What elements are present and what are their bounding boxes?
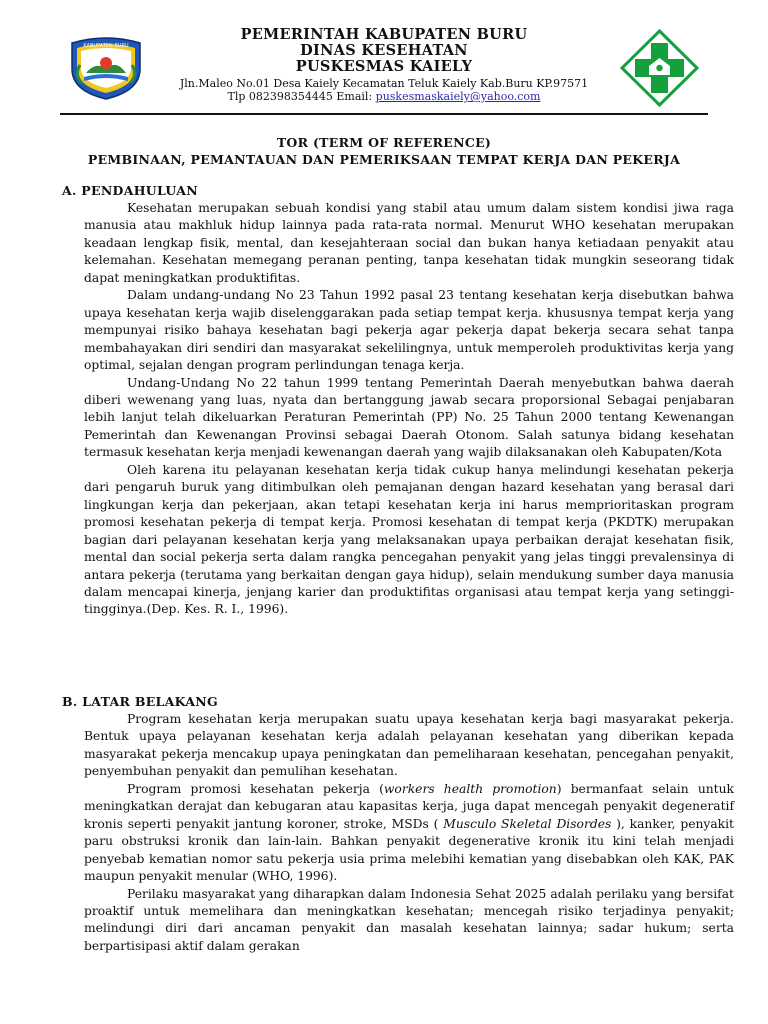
letterhead-address: Jln.Maleo No.01 Desa Kaiely Kecamatan Teluk Kaiely Kab.Buru KP.97571 xyxy=(179,77,589,90)
section-a-paragraph-2: Dalam undang-undang No 23 Tahun 1992 pasal 23 tentang kesehatan kerja disebutkan bahwa upaya kesehatan kerja wajib diselenggarakan pada setiap tempat kerja. khususnya tempat kerja yang mempunyai risiko bahaya kesehatan bagi pekerja agar pekerja dapat bekerja secara sehat tanpa membahayakan diri sendiri dan masyarakat sekelilingnya, untuk memperoleh produktivitas kerja yang optimal, sejalan dengan program perlindungan tenaga kerja. xyxy=(84,288,734,373)
kabupaten-buru-emblem-icon xyxy=(66,35,146,101)
italic-term: Musculo Skeletal Disordes xyxy=(443,816,612,831)
puskesmas-cross-logo-icon xyxy=(620,29,699,107)
section-b-paragraph-3: Perilaku masyarakat yang diharapkan dalam Indonesia Sehat 2025 adalah perilaku yang bersifat proaktif untuk memelihara dan meningkatkan kesehatan; mencegah risiko terjadinya penyakit; melindungi diri dari ancaman penyakit dan masalah kesehatan lainnya; sadar hukum; serta berpartisipasi aktif dalam gerakan xyxy=(84,886,734,953)
letterhead-divider xyxy=(60,113,708,115)
italic-term: workers health promotion xyxy=(383,781,557,796)
letterhead-text xyxy=(150,27,618,103)
letterhead-line-3: PUSKESMAS KAIELY xyxy=(295,58,473,75)
section-a-paragraph-3: Undang-Undang No 22 tahun 1999 tentang Pemerintah Daerah menyebutkan bahwa daerah diberi wewenang yang luas, nyata dan bertanggung jawab secara proporsional Sebagai penjabaran lebih lanjut telah dikeluarkan Peraturan Pemerintah (PP) No. 25 Tahun 2000 tentang Kewenangan Pemerintah dan Kewenangan Provinsi sebagai Daerah Otonom. Salah satunya bidang kesehatan termasuk kesehatan kerja menjadi kewenangan daerah yang wajib dilaksanakan oleh Kabupaten/Kota xyxy=(84,375,734,460)
text-run: Program promosi kesehatan pekerja ( xyxy=(127,781,384,796)
section-a-body xyxy=(84,200,734,619)
document-subtitle: PEMBINAAN, PEMANTAUAN DAN PEMERIKSAAN TEMPAT KERJA DAN PEKERJA xyxy=(87,152,681,167)
letterhead-contact xyxy=(150,90,618,103)
section-b-paragraph-2 xyxy=(84,781,734,886)
section-a-heading: A. PENDAHULUAN xyxy=(62,183,198,198)
section-b-heading: B. LATAR BELAKANG xyxy=(62,694,218,709)
letterhead-line-2: DINAS KESEHATAN xyxy=(300,42,468,59)
letterhead-line-1: PEMERINTAH KABUPATEN BURU xyxy=(240,26,528,43)
text-run: ) bermanfaat selain untuk meningkatkan derajat dan kebugaran atau kapasitas kerja, juga dapat mencegah penyakit degeneratif kronis seperti penyakit jantung koroner, stroke, MSDs ( xyxy=(84,781,734,831)
emblem-text: KABUPATEN BURU xyxy=(83,43,129,49)
letterhead xyxy=(0,0,768,115)
section-a-paragraph-1: Kesehatan merupakan sebuah kondisi yang stabil atau umum dalam sistem kondisi jiwa raga manusia atau makhluk hidup lainnya pada rata-rata normal. Menurut WHO kesehatan merupakan keadaan lengkap fisik, mental, dan kesejahteraan social dan bukan hanya ketiadaan penyakit atau kelemahan. Kesehatan memegang peranan penting, tanpa kesehatan tidak mungkin seseorang tidak dapat meningkatkan produktifitas. xyxy=(84,201,734,285)
document-title: TOR (TERM OF REFERENCE) xyxy=(276,135,492,150)
section-b-paragraph-1: Program kesehatan kerja merupakan suatu upaya kesehatan kerja bagi masyarakat pekerja. Bentuk upaya pelayanan kesehatan kerja adalah pelayanan kesehatan yang diberikan kepada masyarakat pekerja mencakup upaya peningkatan dan pemeliharaan kesehatan, pencegahan penyakit, penyembuhan penyakit dan pemulihan kesehatan. xyxy=(84,712,734,779)
email-link[interactable]: puskesmaskaiely@yahoo.com xyxy=(375,90,541,103)
letterhead-phone: Tlp 082398354445 Email: xyxy=(227,90,376,103)
section-a-paragraph-4: Oleh karena itu pelayanan kesehatan kerja tidak cukup hanya melindungi kesehatan pekerja dari pengaruh buruk yang ditimbulkan oleh pemajanan dengan hazard kesehatan yang berasal dari lingkungan kerja dan pekerjaan, akan tetapi kesehatan kerja ini harus memprioritaskan program promosi kesehatan pekerja di tempat kerja. Promosi kesehatan di tempat kerja (PKDTK) merupakan bagian dari pelayanan kesehatan kerja yang melaksanakan upaya perbaikan derajat kesehatan fisik, mental dan social pekerja serta dalam rangka pencegahan penyakit yang jelas tinggi prevalensinya di antara pekerja (terutama yang berkaitan dengan gaya hidup), selain mendukung sumber daya manusia dalam mencapai kinerja, jenjang karier dan produktifitas organisasi atau tempat kerja yang setinggi-tingginya.(Dep. Kes. R. I., 1996). xyxy=(84,462,734,617)
text-run: ), kanker, penyakit paru obstruksi kronik dan lain-lain. Bahkan penyakit degenerative kronik itu kini telah menjadi penyebab kematian nomor satu pekerja usia prima melebihi kematian yang disebabkan oleh KAK, PAK maupun penyakit menular (WHO, 1996). xyxy=(84,816,735,884)
section-b-body xyxy=(84,711,734,955)
